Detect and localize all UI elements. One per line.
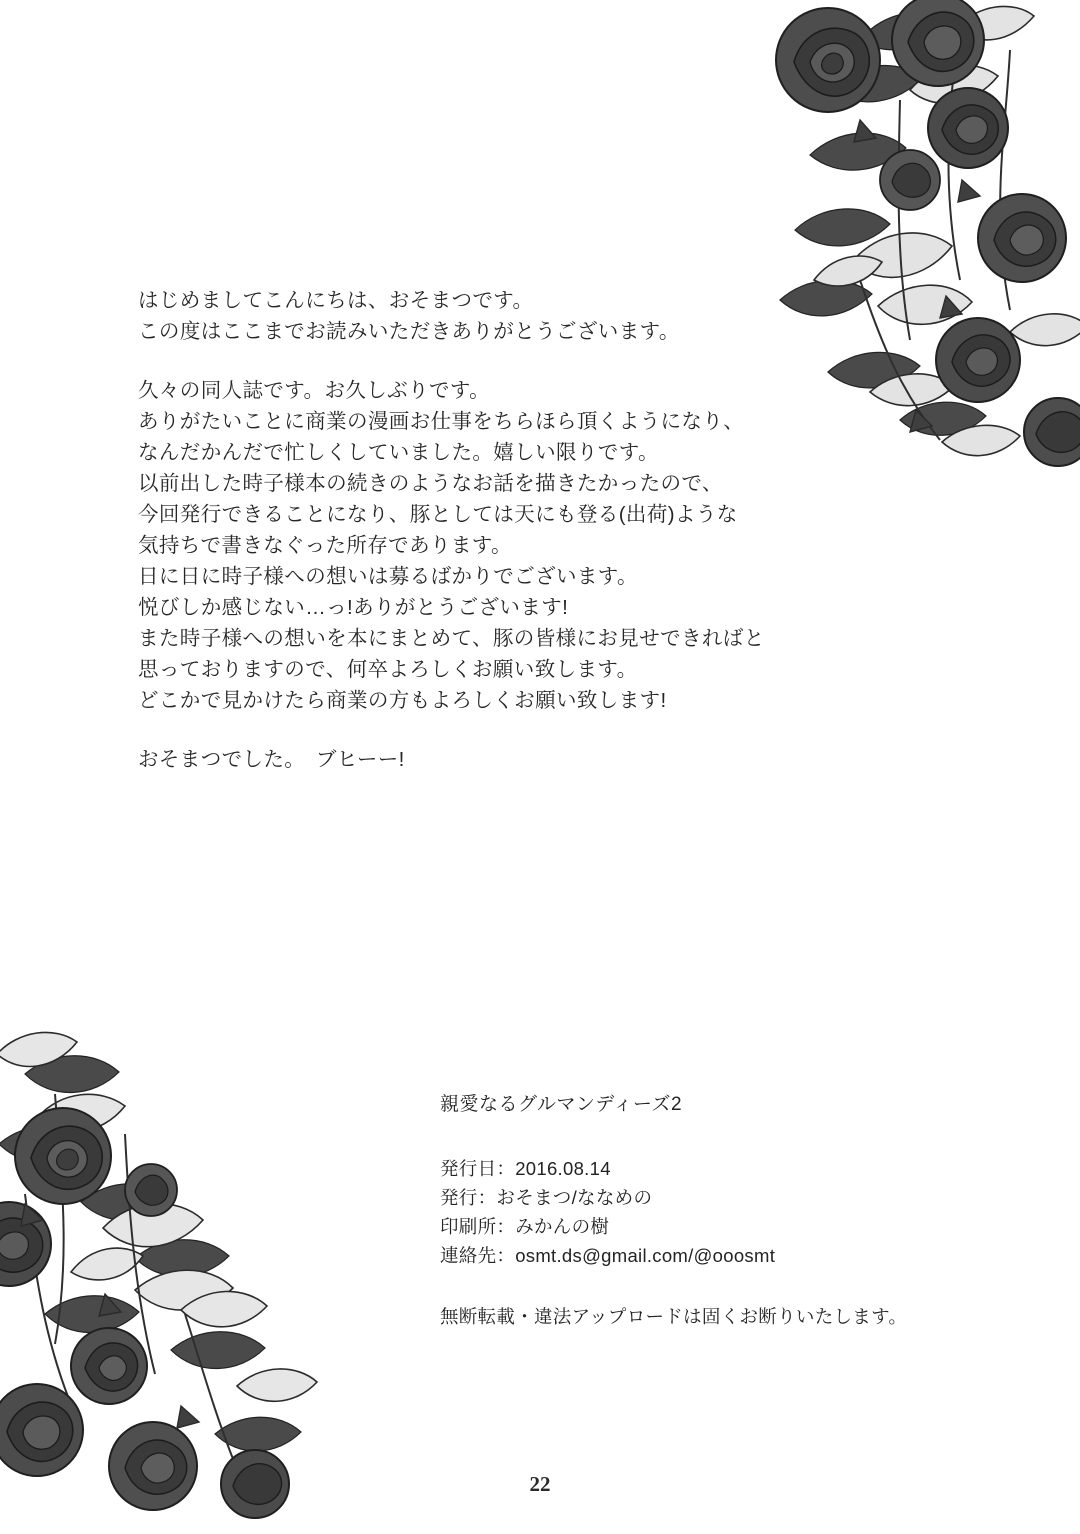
colophon-publisher: 発行：おそまつ/ななめの bbox=[440, 1187, 653, 1208]
afterword-line: 悦びしか感じない…っ!ありがとうございます! bbox=[138, 596, 569, 619]
colophon-details bbox=[440, 1154, 960, 1270]
afterword-paragraph bbox=[138, 285, 838, 347]
colophon-contact: 連絡先：osmt.ds@gmail.com/@ooosmt bbox=[440, 1245, 776, 1266]
colophon-publication-date: 発行日：2016.08.14 bbox=[440, 1158, 611, 1179]
afterword-text bbox=[138, 285, 838, 803]
afterword-line: 思っておりますので、何卒よろしくお願い致します。 bbox=[138, 658, 638, 681]
afterword-line: 日に日に時子様への想いは募るばかりでございます。 bbox=[138, 565, 638, 588]
afterword-line: ありがたいことに商業の漫画お仕事をちらほら頂くようになり、 bbox=[138, 410, 745, 433]
afterword-line: また時子様への想いを本にまとめて、豚の皆様にお見せできればと bbox=[138, 627, 765, 650]
afterword-line: 気持ちで書きなぐった所存であります。 bbox=[138, 534, 512, 557]
afterword-line: 久々の同人誌です。お久しぶりです。 bbox=[138, 379, 491, 402]
afterword-line: 今回発行できることになり、豚としては天にも登る(出荷)ような bbox=[138, 503, 738, 526]
afterword-line: この度はここまでお読みいただきありがとうございます。 bbox=[138, 320, 680, 343]
afterword-line: どこかで見かけたら商業の方もよろしくお願い致します! bbox=[138, 689, 667, 712]
afterword-paragraph bbox=[138, 375, 838, 716]
afterword-line: はじめましてこんにちは、おそまつです。 bbox=[138, 289, 534, 312]
colophon-title: 親愛なるグルマンディーズ2 bbox=[440, 1094, 683, 1115]
afterword-line: 以前出した時子様本の続きのようなお話を描きたかったので、 bbox=[138, 472, 723, 495]
afterword-paragraph bbox=[138, 744, 838, 775]
colophon-printer: 印刷所：みかんの樹 bbox=[440, 1216, 610, 1237]
afterword-line: おそまつでした。 ブヒーー! bbox=[138, 748, 405, 771]
afterword-line: なんだかんだで忙しくしていました。嬉しい限りです。 bbox=[138, 441, 659, 464]
colophon-notice: 無断転載・違法アップロードは固くお断りいたします。 bbox=[440, 1306, 908, 1327]
rose-cluster-bottom-left-icon bbox=[0, 1014, 345, 1534]
page-number: 22 bbox=[529, 1472, 551, 1496]
colophon bbox=[440, 1090, 960, 1331]
